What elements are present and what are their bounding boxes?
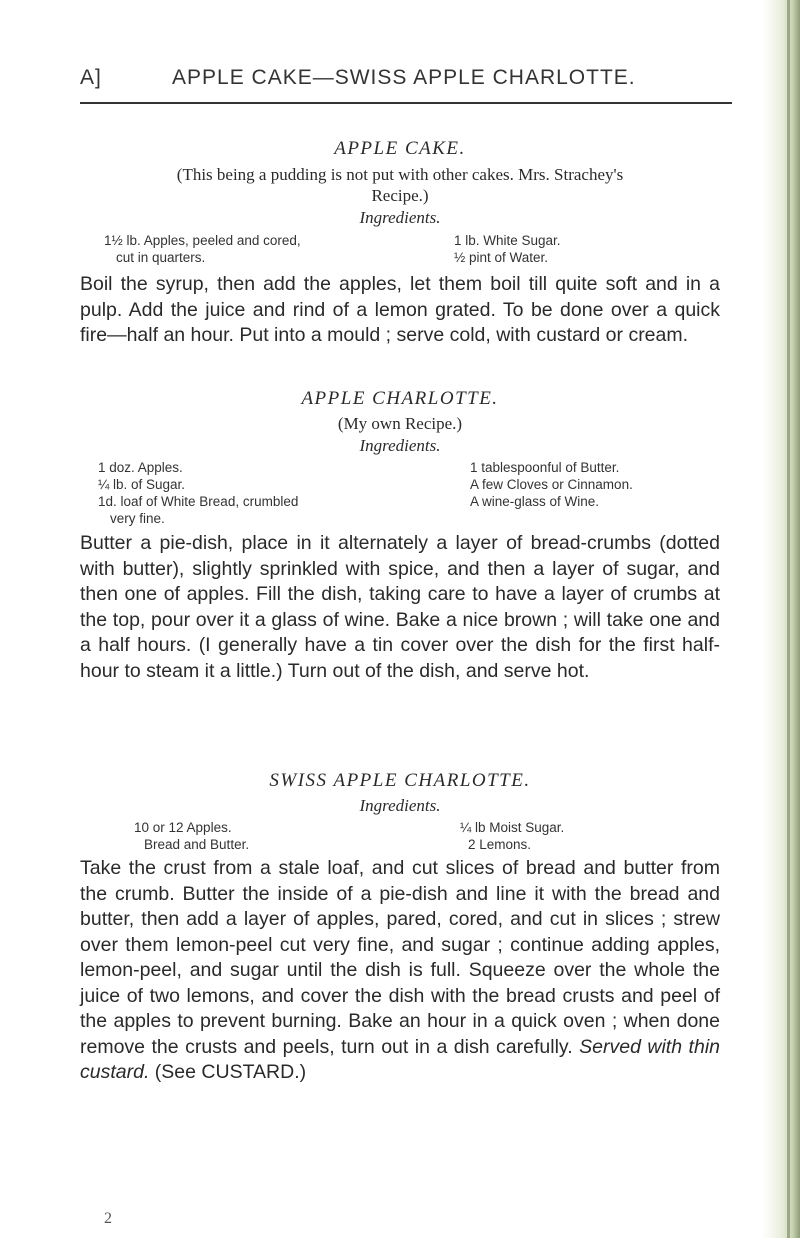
page-edge-shadow [762, 0, 800, 1238]
page-number: 2 [104, 1210, 112, 1227]
ingredient-line: ½ pint of Water. [454, 250, 549, 265]
ingredient-line: 2 Lemons. [468, 837, 532, 852]
ingredient-line: Bread and Butter. [144, 837, 250, 852]
swiss-charlotte-method-text: Take the crust from a stale loaf, and cut slices of bread and butter from the crumb. Butter the inside of a pie-dish and line it with the bread and butter, then add a layer of apples, pared, cored, and cut in slices ; strew over them lemon-peel cut very fine, and sugar ; continue adding apples, lemon-peel, and sugar until the dish is full. Squeeze over the whole the juice of two lemons, and cover the dish with the bread crusts and peel of the apples to prevent burning. Bake an hour in a quick oven ; when done remove the crusts and peels, turn out in a dish carefully. [80, 857, 720, 1058]
apple-charlotte-ingredients-heading: Ingredients. [359, 436, 441, 455]
swiss-charlotte-ingredients-left [134, 819, 384, 853]
ingredient-line: very fine. [110, 511, 165, 526]
apple-cake-method: Boil the syrup, then add the apples, let them boil till quite soft and in a pulp. Add the juice and rind of a lemon grated. To be done over a quick fire—half an hour. Put into a mould ; serve cold, with custard or cream. [80, 273, 720, 346]
swiss-apple-charlotte-title: SWISS APPLE CHARLOTTE. [269, 770, 531, 791]
apple-charlotte-title: APPLE CHARLOTTE. [301, 388, 499, 409]
apple-charlotte-method: Butter a pie-dish, place in it alternately a layer of bread-crumbs (dotted with butter), slightly sprinkled with spice, and then a layer of sugar, and then one of apples. Fill the dish, taking care to have a layer of crumbs at the top, pour over it a glass of wine. Bake a nice brown ; will take one and a half hours. (I generally have a tin cover over the dish for the first half-hour to steam it a little.) Turn out of the dish, and serve hot. [80, 532, 720, 682]
apple-cake-title: APPLE CAKE. [334, 138, 466, 159]
apple-cake-ingredients-right [454, 232, 714, 266]
apple-cake-ingredients-heading: Ingredients. [359, 208, 441, 227]
apple-cake-note-line2: Recipe.) [371, 186, 429, 205]
see-reference: (See CUSTARD.) [154, 1061, 307, 1083]
ingredient-line: A few Cloves or Cinnamon. [470, 477, 633, 492]
ingredient-line: 1 lb. White Sugar. [454, 233, 561, 248]
ingredient-line: 1 tablespoonful of Butter. [470, 460, 620, 475]
swiss-charlotte-ingredients-right [460, 819, 700, 853]
ingredient-line: cut in quarters. [116, 250, 206, 265]
swiss-charlotte-method [80, 856, 720, 1086]
ingredient-line: 10 or 12 Apples. [134, 820, 232, 835]
ingredient-line: 1 doz. Apples. [98, 460, 183, 475]
ingredient-line: ¼ lb. of Sugar. [98, 477, 186, 492]
apple-cake-note-line1: (This being a pudding is not put with other cakes. Mrs. Strachey's [176, 165, 624, 184]
served-note: Served with thin custard. [80, 1035, 720, 1083]
header-title: APPLE CAKE—SWISS APPLE CHARLOTTE. [172, 66, 636, 89]
header-section-letter: A] [80, 66, 102, 89]
ingredient-line: A wine-glass of Wine. [470, 494, 600, 509]
apple-charlotte-ingredients-right [470, 459, 720, 510]
apple-cake-ingredients-left [104, 232, 404, 266]
swiss-charlotte-ingredients-heading: Ingredients. [359, 796, 441, 815]
running-header [80, 66, 730, 112]
header-rule [80, 102, 732, 104]
ingredient-line: 1½ lb. Apples, peeled and cored, [104, 233, 301, 248]
ingredient-line: ¼ lb Moist Sugar. [460, 820, 565, 835]
apple-charlotte-ingredients-left [98, 459, 398, 527]
ingredient-line: 1d. loaf of White Bread, crumbled [98, 494, 299, 509]
apple-charlotte-note: (My own Recipe.) [337, 414, 463, 433]
binding-stripe [787, 0, 790, 1238]
